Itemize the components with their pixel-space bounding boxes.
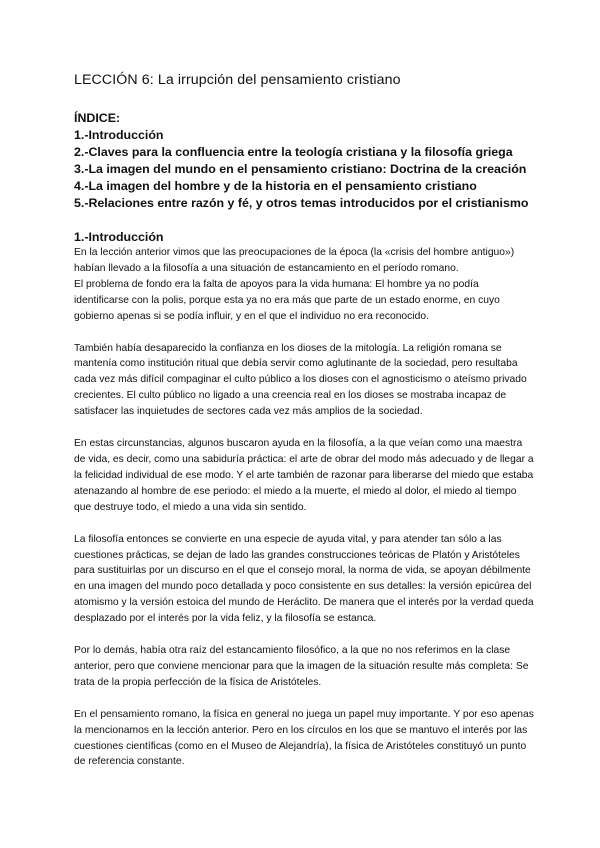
paragraph: El problema de fondo era la falta de apoyos para la vida humana: El hombre ya no podía identificarse con la polis, porque esta ya no era más que parte de un estado enorme, en cuyo gobierno apenas si se podía influir, y en el que el individuo no era reconocido. — [74, 278, 500, 322]
index-item: 1.-Introducción — [74, 128, 164, 142]
paragraph: También había desaparecido la confianza en los dioses de la mitología. La religión romana se mantenía como institución ritual que debía servir como aglutinante de la sociedad, pero resultaba cada vez más difícil compaginar el culto público a los dioses con el agnosticismo o ateísmo privado crecientes. El culto público no ligado a una creencia real en los dioses se mostraba incapaz de satisfacer las inquietudes de sectores cada vez más amplios de la sociedad. — [74, 342, 527, 418]
section-introduccion — [74, 229, 550, 770]
paragraph-gap — [74, 516, 550, 532]
paragraph-gap — [74, 627, 550, 643]
paragraph: Por lo demás, había otra raíz del estancamiento filosófico, a la que no nos referimos en la clase anterior, pero que conviene mencionar para que la imagen de la situación resulte más completa: Se trata de la propia perfección de la física de Aristóteles. — [74, 645, 529, 688]
paragraph-gap — [74, 420, 550, 436]
index-heading: ÍNDICE: — [74, 111, 121, 125]
paragraph-gap — [74, 691, 550, 707]
page-title: LECCIÓN 6: La irrupción del pensamiento cristiano — [74, 72, 401, 88]
index-item: 4.-La imagen del hombre y de la historia en el pensamiento cristiano — [74, 179, 477, 193]
paragraph: En estas circunstancias, algunos buscaron ayuda en la filosofía, a la que veían como una maestra de vida, es decir, como una sabiduría práctica: el arte de obrar del modo más adecuado y de llegar a la felicidad individual de ese modo. Y el arte también de razonar para liberarse del miedo que estaba atenazando al hombre de ese periodo: el miedo a la muerte, el miedo al dolor, el miedo al tiempo que destruye todo, el miedo a una vida sin sentido. — [74, 438, 534, 513]
index-item: 2.-Claves para la confluencia entre la teología cristiana y la filosofía griega — [74, 145, 513, 159]
paragraph: La filosofía entonces se convierte en una especie de ayuda vital, y para atender tan sólo a las cuestiones prácticas, se dejan de lado las grandes construcciones teóricas de Platón y Aristóteles para sustituirlas por un discurso en el que el consejo moral, la norma de vida, se apoyan débilmente en una imagen del mundo poco detallada y poco consistente en sus detalles: la versión epicúrea del atomismo y la versión estoica del mundo de Heráclito. De manera que el interés por la verdad queda desplazado por el interés por la vida feliz, y la filosofía se estanca. — [74, 533, 534, 625]
index-item: 5.-Relaciones entre razón y fé, y otros temas introducidos por el cristianismo — [74, 196, 529, 210]
paragraph-gap — [74, 325, 550, 341]
index-block — [74, 110, 550, 212]
paragraph: En la lección anterior vimos que las preocupaciones de la época (la «crisis del hombre antiguo») habían llevado a la filosofía a una situación de estancamiento en el período romano. — [74, 247, 515, 274]
index-item: 3.-La imagen del mundo en el pensamiento cristiano: Doctrina de la creación — [74, 162, 527, 176]
paragraph: En el pensamiento romano, la física en general no juega un papel muy importante. Y por eso apenas la mencionamos en la lección anterior. Pero en los círculos en los que se mantuvo el interés por las cuestiones científicas (como en el Museo de Alejandría), la física de Aristóteles constituyó un punto de referencia constante. — [74, 708, 534, 768]
section-heading: 1.-Introducción — [74, 230, 164, 244]
